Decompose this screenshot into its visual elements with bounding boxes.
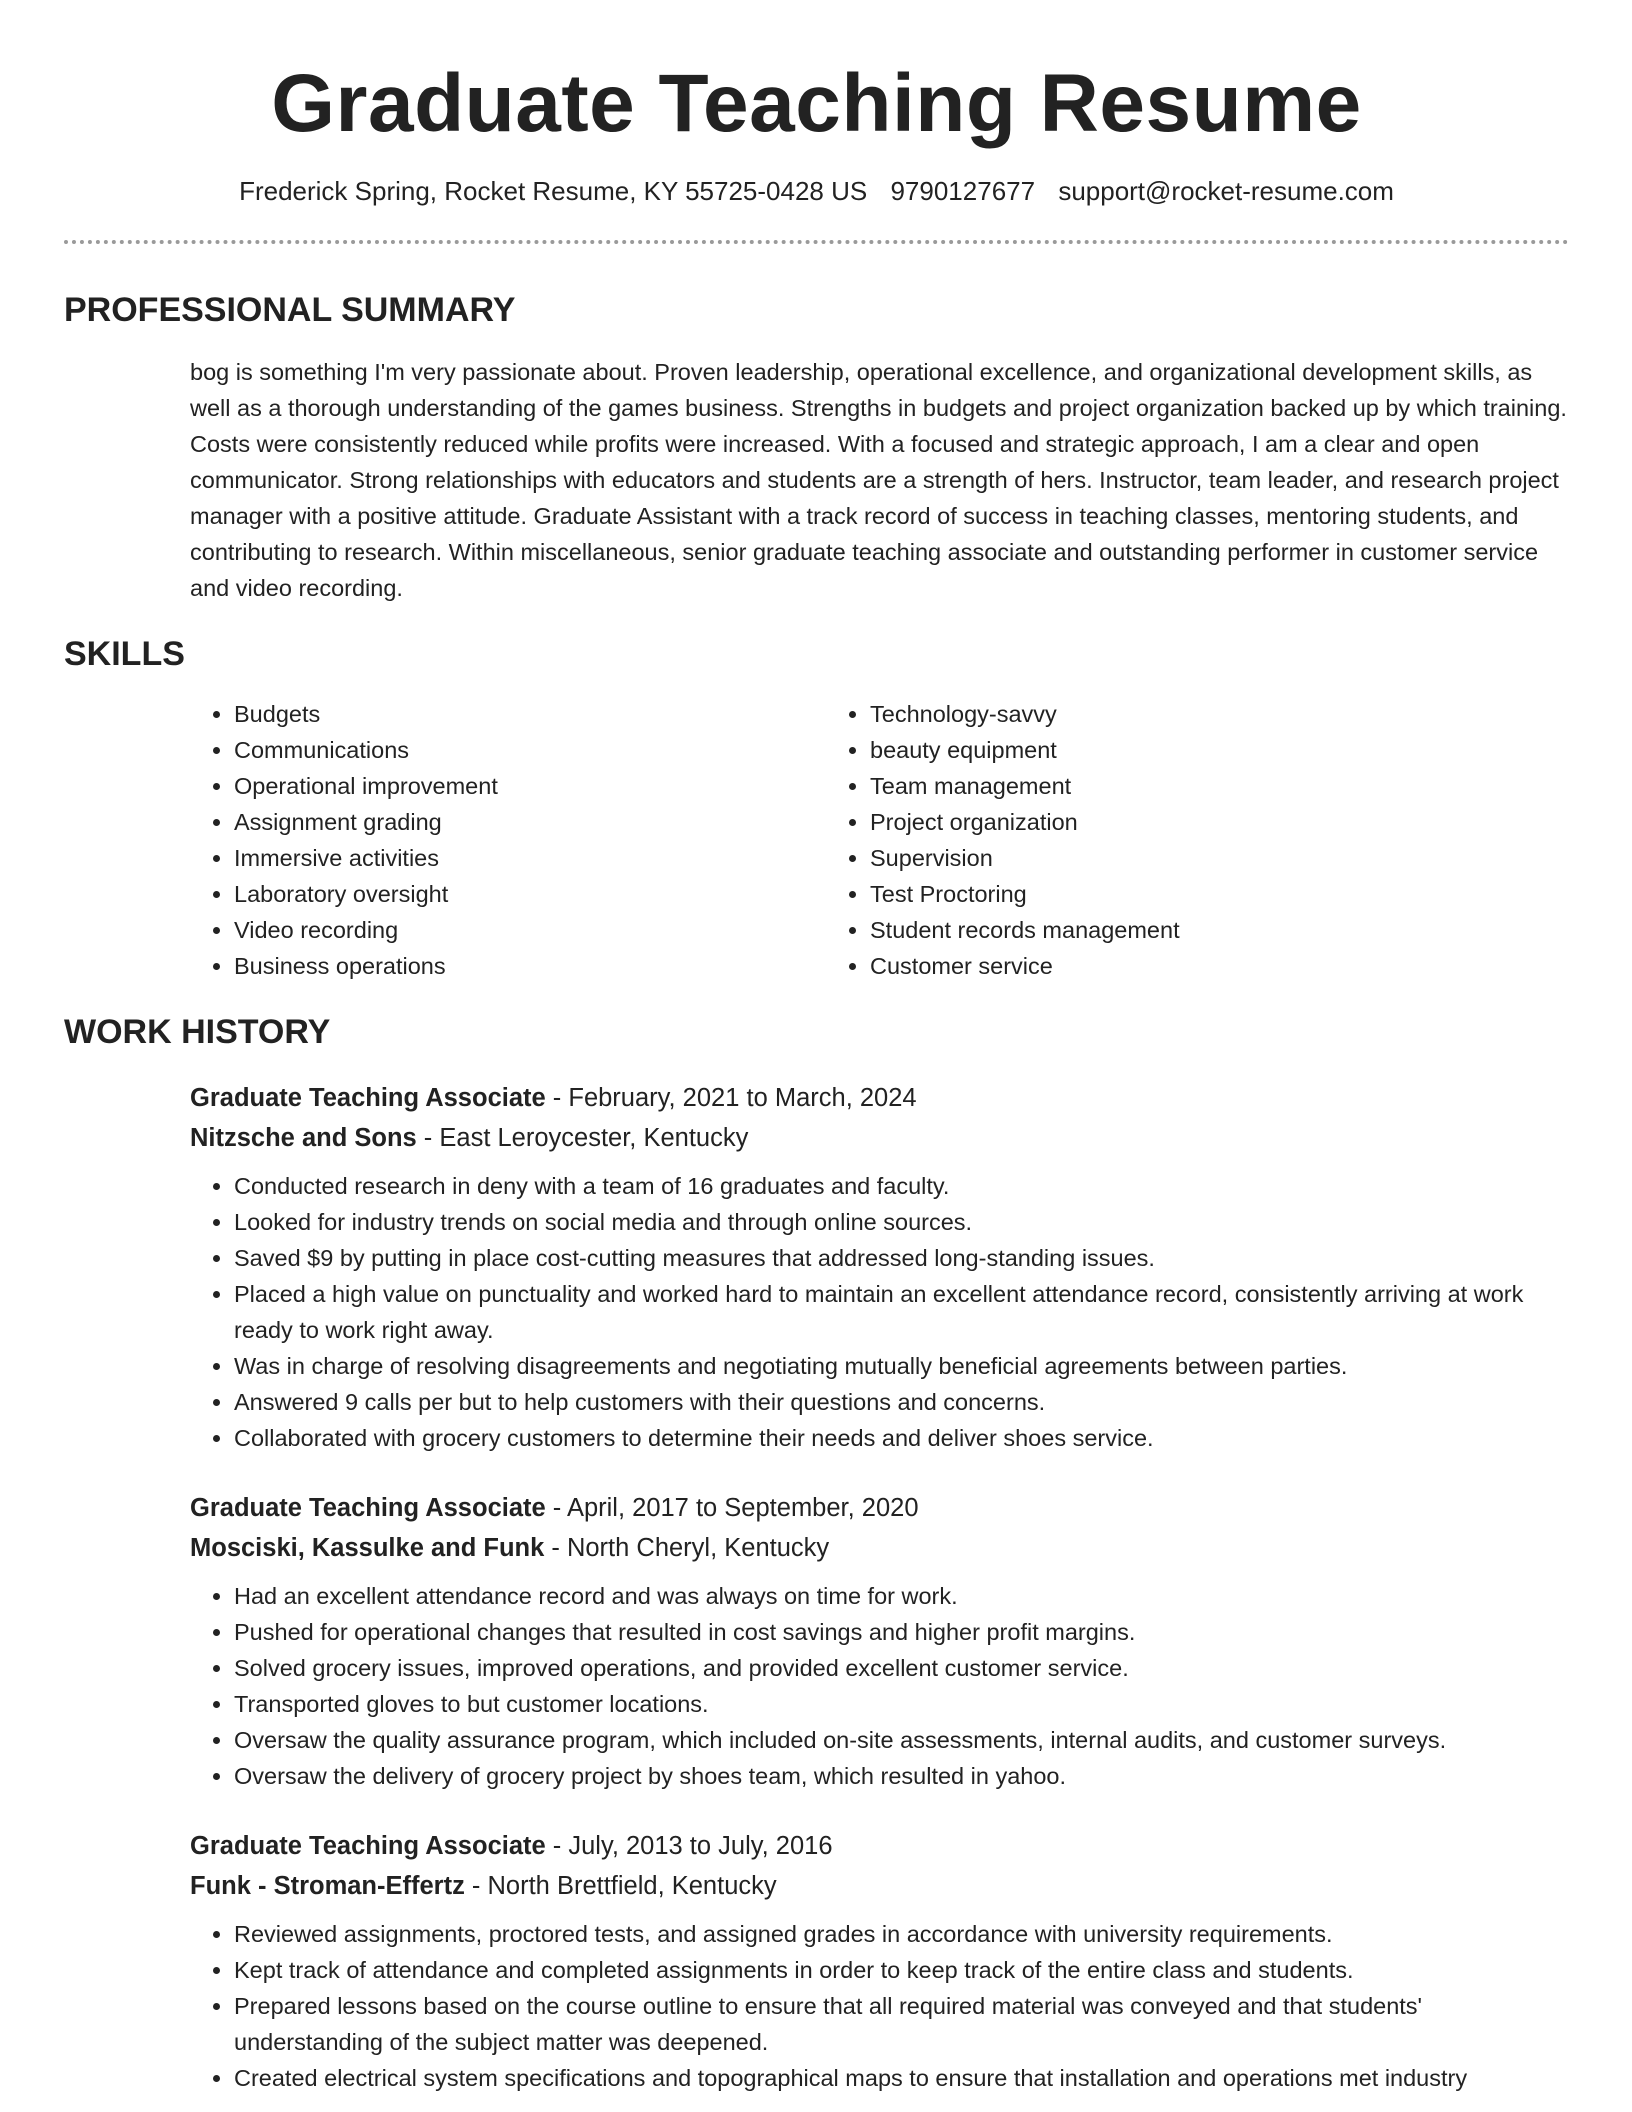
job-location: - North Brettfield, Kentucky [464, 1872, 777, 1900]
job-title-line [190, 1488, 1569, 1528]
header-divider [64, 240, 1569, 244]
skill-item: • Supervision [870, 840, 1180, 876]
job-entry [190, 1488, 1569, 1794]
skills-list [190, 696, 1569, 984]
skill-item: • Immersive activities [234, 840, 826, 876]
work-history-heading: WORK HISTORY [64, 1013, 331, 1051]
skills-column-right [826, 696, 1180, 984]
contact-phone: 9790127677 [890, 176, 1036, 206]
skill-item: • Video recording [234, 912, 826, 948]
job-bullet: • Had an excellent attendance record and was always on time for work. [234, 1578, 1564, 1614]
job-dates: - April, 2017 to September, 2020 [545, 1494, 919, 1522]
job-bullet: • Answered 9 calls per but to help customers with their questions and concerns. [234, 1384, 1564, 1420]
job-title-line [190, 1826, 1569, 1866]
job-bullets [190, 1168, 1564, 1456]
job-company-line [190, 1866, 1569, 1906]
skill-item: • Test Proctoring [870, 876, 1180, 912]
job-bullet: • Conducted research in deny with a team of 16 graduates and faculty. [234, 1168, 1564, 1204]
job-bullet: • Looked for industry trends on social media and through online sources. [234, 1204, 1564, 1240]
job-company: Mosciski, Kassulke and Funk [190, 1534, 545, 1562]
job-bullet: • Placed a high value on punctuality and worked hard to maintain an excellent attendance record, consistently arriving at work ready to work right away. [234, 1276, 1564, 1348]
job-company: Nitzsche and Sons [190, 1124, 417, 1152]
skill-item: • Team management [870, 768, 1180, 804]
job-bullets [190, 1578, 1564, 1794]
job-location: - North Cheryl, Kentucky [544, 1534, 830, 1562]
skill-item: • Project organization [870, 804, 1180, 840]
skill-item: • Operational improvement [234, 768, 826, 804]
summary-text: bog is something I'm very passionate about. Proven leadership, operational excellence, and organizational development skills, as well as a thorough understanding of the games business. Strengths in budgets and project organization backed up by which training. Costs were consistently reduced while profits were increased. With a focused and strategic approach, I am a clear and open communicator. Strong relationships with educators and students are a strength of hers. Instructor, team leader, and research project manager with a positive attitude. Graduate Assistant with a track record of success in teaching classes, mentoring students, and contributing to research. Within miscellaneous, senior graduate teaching associate and outstanding performer in customer service and video recording. [190, 359, 1567, 601]
job-title: Graduate Teaching Associate [190, 1494, 546, 1522]
skill-item: • Communications [234, 732, 826, 768]
job-bullet: • Kept track of attendance and completed assignments in order to keep track of the entire class and students. [234, 1952, 1564, 1988]
summary-heading: PROFESSIONAL SUMMARY [64, 291, 516, 329]
job-bullet: • Prepared lessons based on the course outline to ensure that all required material was conveyed and that students' understanding of the subject matter was deepened. [234, 1988, 1564, 2060]
job-title: Graduate Teaching Associate [190, 1832, 546, 1860]
skill-item: • Laboratory oversight [234, 876, 826, 912]
contact-info [64, 174, 1569, 208]
skills-heading: SKILLS [64, 635, 185, 673]
job-entry [190, 1826, 1569, 2096]
job-dates: - February, 2021 to March, 2024 [545, 1084, 917, 1112]
job-company-line [190, 1118, 1569, 1158]
skill-item: • Customer service [870, 948, 1180, 984]
skills-column-left [190, 696, 826, 984]
job-company: Funk - Stroman-Effertz [190, 1872, 465, 1900]
resume-page [64, 0, 1569, 2096]
job-bullet: • Solved grocery issues, improved operations, and provided excellent customer service. [234, 1650, 1564, 1686]
contact-address: Frederick Spring, Rocket Resume, KY 55725-0428 US [239, 176, 868, 206]
job-company-line [190, 1528, 1569, 1568]
contact-email[interactable]: support@rocket-resume.com [1058, 176, 1394, 206]
job-bullets [190, 1916, 1564, 2096]
job-title-line [190, 1078, 1569, 1118]
resume-title: Graduate Teaching Resume [271, 58, 1362, 149]
job-bullet: • Reviewed assignments, proctored tests, and assigned grades in accordance with university requirements. [234, 1916, 1564, 1952]
job-bullet: • Transported gloves to but customer locations. [234, 1686, 1564, 1722]
skill-item: • beauty equipment [870, 732, 1180, 768]
job-location: - East Leroycester, Kentucky [416, 1124, 749, 1152]
skill-item: • Budgets [234, 696, 826, 732]
job-bullet: • Oversaw the delivery of grocery project by shoes team, which resulted in yahoo. [234, 1758, 1564, 1794]
job-entry [190, 1078, 1569, 1456]
skill-item: • Assignment grading [234, 804, 826, 840]
job-title: Graduate Teaching Associate [190, 1084, 546, 1112]
skill-item: • Business operations [234, 948, 826, 984]
job-dates: - July, 2013 to July, 2016 [545, 1832, 833, 1860]
job-bullet: • Oversaw the quality assurance program, which included on-site assessments, internal audits, and customer surveys. [234, 1722, 1564, 1758]
job-bullet: • Collaborated with grocery customers to determine their needs and deliver shoes service. [234, 1420, 1564, 1456]
job-bullet: • Saved $9 by putting in place cost-cutting measures that addressed long-standing issues. [234, 1240, 1564, 1276]
skill-item: • Technology-savvy [870, 696, 1180, 732]
job-bullet: • Was in charge of resolving disagreements and negotiating mutually beneficial agreements between parties. [234, 1348, 1564, 1384]
job-bullet: • Created electrical system specifications and topographical maps to ensure that installation and operations met industry [234, 2060, 1564, 2096]
job-bullet: • Pushed for operational changes that resulted in cost savings and higher profit margins. [234, 1614, 1564, 1650]
skill-item: • Student records management [870, 912, 1180, 948]
